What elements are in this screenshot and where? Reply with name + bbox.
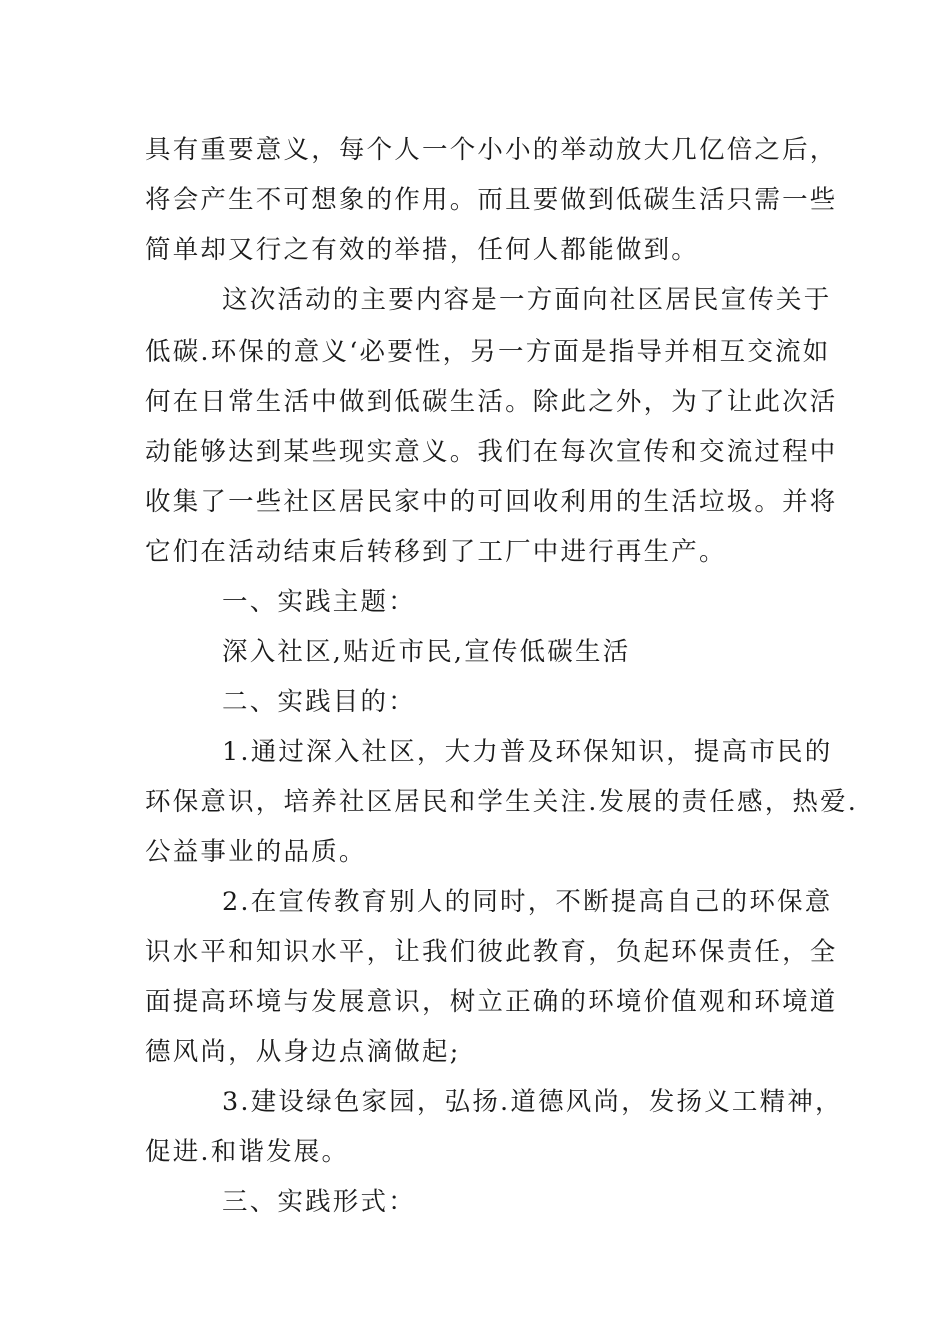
theme-text: 深入社区,贴近市民,宣传低碳生活: [222, 637, 631, 667]
section-heading-form: 三、实践形式：: [222, 1187, 416, 1217]
section-heading-theme: 一、实践主题：: [222, 587, 416, 617]
text-line: 它们在活动结束后转移到了工厂中进行再生产。: [145, 537, 727, 567]
section-heading-purpose: 二、实践目的：: [222, 687, 416, 717]
text-line: 环保意识，培养社区居民和学生关注.发展的责任感，热爱.: [145, 787, 859, 817]
text-line: 3.建设绿色家园，弘扬.道德风尚，发扬义工精神，: [222, 1087, 843, 1117]
text-line: 动能够达到某些现实意义。我们在每次宣传和交流过程中: [145, 437, 838, 467]
text-line: 低碳.环保的意义‘必要性，另一方面是指导并相互交流如: [145, 337, 831, 367]
text-line: 简单却又行之有效的举措，任何人都能做到。: [145, 235, 700, 265]
text-line: 这次活动的主要内容是一方面向社区居民宣传关于: [222, 285, 832, 315]
text-line: 将会产生不可想象的作用。而且要做到低碳生活只需一些: [145, 185, 838, 215]
text-line: 德风尚，从身边点滴做起;: [145, 1037, 461, 1067]
text-line: 1.通过深入社区，大力普及环保知识，提高市民的: [222, 737, 833, 767]
text-line: 识水平和知识水平，让我们彼此教育，负起环保责任，全: [145, 937, 838, 967]
text-line: 具有重要意义，每个人一个小小的举动放大几亿倍之后，: [145, 135, 838, 165]
text-line: 促进.和谐发展。: [145, 1137, 350, 1167]
text-line: 公益事业的品质。: [145, 837, 367, 867]
text-line: 2.在宣传教育别人的同时，不断提高自己的环保意: [222, 887, 833, 917]
text-line: 收集了一些社区居民家中的可回收利用的生活垃圾。并将: [145, 487, 838, 517]
text-line: 何在日常生活中做到低碳生活。除此之外，为了让此次活: [145, 387, 838, 417]
text-line: 面提高环境与发展意识，树立正确的环境价值观和环境道: [145, 987, 838, 1017]
